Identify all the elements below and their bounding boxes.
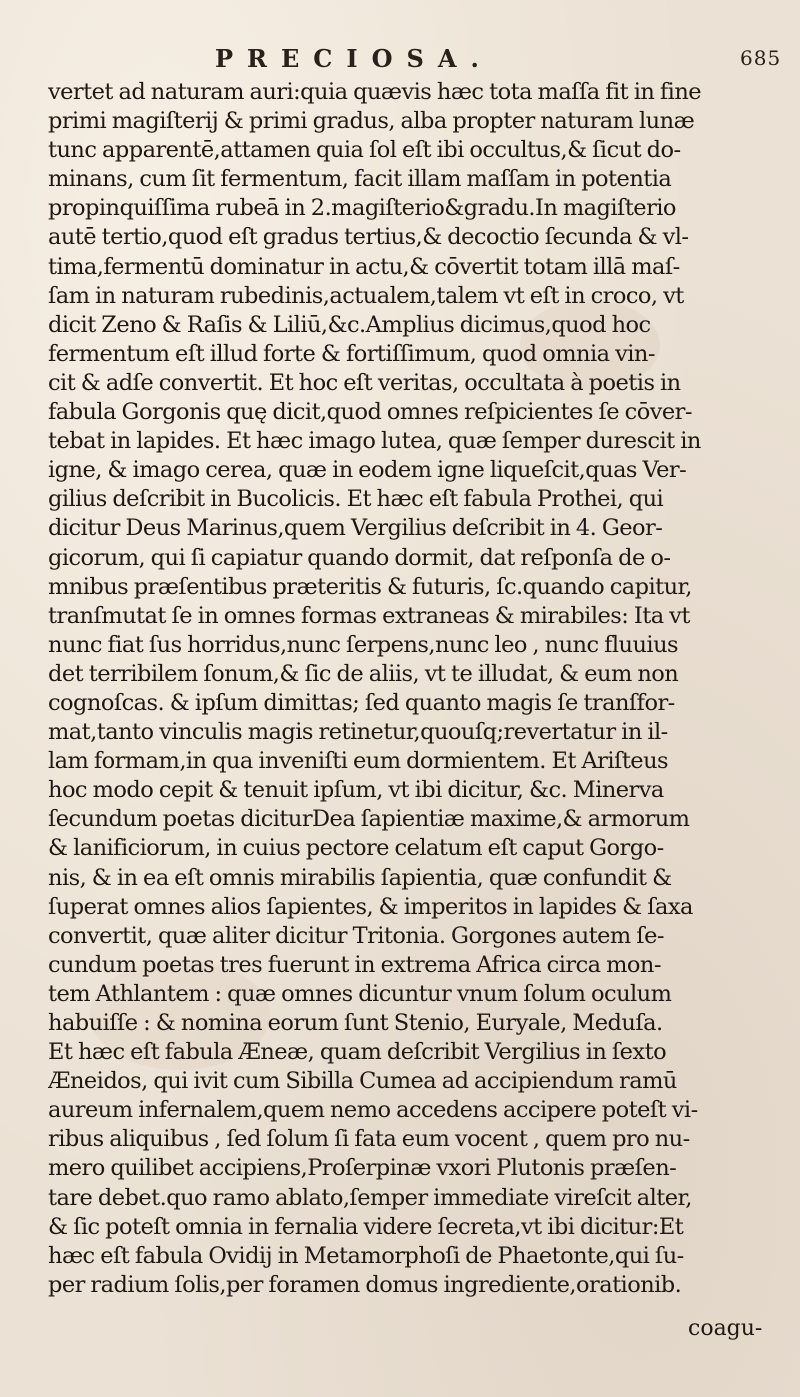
text-line: tebat in lapides. Et hæc imago lutea, quæ ſemper durescit in <box>48 428 701 455</box>
body-text <box>48 78 788 1300</box>
catchword: coagu- <box>688 1316 763 1341</box>
text-line: hoc modo cepit & tenuit ipſum, vt ibi dicitur, &c. Minerva <box>48 777 664 804</box>
text-line: aureum infernalem,quem nemo accedens accipere poteſt vi- <box>48 1097 698 1124</box>
text-line: nunc fiat ſus horridus,nunc ſerpens,nunc leo , nunc fluuius <box>48 631 679 658</box>
text-line: primi magiſterij & primi gradus, alba propter naturam lunæ <box>48 108 695 135</box>
text-line: & lanificiorum, in cuius pectore celatum eſt caput Gorgo- <box>48 835 664 862</box>
text-line: habuiſſe : & nomina eorum ſunt Stenio, Euryale, Meduſa. <box>48 1010 663 1036</box>
text-line: tima,fermentū dominatur in actu,& cōvertit totam illā maſ- <box>48 253 680 280</box>
text-line: & ſic poteſt omnia in fernalia videre ſecreta,vt ibi dicitur:Et <box>48 1213 684 1240</box>
text-line: vertet ad naturam auri:quia quævis hæc tota maſſa fit in fine <box>48 79 702 105</box>
text-line: fabula Gorgonis quę dicit,quod omnes reſpicientes ſe cōver- <box>48 399 692 426</box>
text-line: convertit, quæ aliter dicitur Tritonia. Gorgones autem ſe- <box>48 922 664 949</box>
text-line: gicorum, qui ſi capiatur quando dormit, dat reſponſa de o- <box>48 544 671 571</box>
text-line: lam formam,in qua inveniſti eum dormientem. Et Ariſteus <box>48 748 669 775</box>
text-line: Æneidos, qui ivit cum Sibilla Cumea ad accipiendum ramū <box>48 1068 677 1095</box>
page-number: 685 <box>740 46 782 70</box>
text-line: dicitur Deus Marinus,quem Vergilius deſcribit in 4. Geor- <box>48 515 663 542</box>
text-line: tunc apparentē,attamen quia ſol eſt ibi occultus,& ſicut do- <box>48 137 681 164</box>
text-line: mero quilibet accipiens,Proſerpinæ vxori Plutonis præſen- <box>48 1155 677 1182</box>
text-line: cit & adſe convertit. Et hoc eſt veritas, occultata à poetis in <box>48 369 681 396</box>
text-line: mnibus præſentibus præteritis & futuris, ſc.quando capitur, <box>48 573 692 600</box>
text-line: ſuperat omnes alios ſapientes, & imperitos in lapides & ſaxa <box>48 893 693 920</box>
text-line: ribus aliquibus , ſed ſolum ſi fata eum vocent , quem pro nu- <box>48 1126 690 1153</box>
text-line: Et hæc eſt fabula Æneæ, quam deſcribit Vergilius in ſexto <box>48 1039 667 1066</box>
text-line: tare debet.quo ramo ablato,ſemper immediate vireſcit alter, <box>48 1184 692 1211</box>
text-line: per radium ſolis,per foramen domus ingrediente,orationib. <box>48 1271 682 1298</box>
text-line: cundum poetas tres fuerunt in extrema Africa circa mon- <box>48 951 661 978</box>
text-line: cognoſcas. & ipſum dimittas; ſed quanto magis ſe tranſfor- <box>48 689 675 716</box>
text-line: ſecundum poetas diciturDea ſapientiæ maxime,& armorum <box>48 806 690 833</box>
text-line: tranſmutat ſe in omnes formas extraneas & mirabiles: Ita vt <box>48 602 690 629</box>
text-line: ſam in naturam rubedinis,actualem,talem vt eſt in croco, vt <box>48 282 684 309</box>
text-line: minans, cum ſit fermentum, facit illam maſſam in potentia <box>48 166 672 193</box>
text-line: autē tertio,quod eſt gradus tertius,& decoctio ſecunda & vl- <box>48 224 689 251</box>
text-line: propinquiſſima rubeā in 2.magiſterio&gradu.In magiſterio <box>48 195 676 222</box>
text-line: fermentum eſt illud forte & fortiſſimum, quod omnia vin- <box>48 340 655 367</box>
text-line: hæc eſt fabula Ovidij in Metamorphoſi de Phaetonte,qui ſu- <box>48 1242 684 1269</box>
text-line: igne, & imago cerea, quæ in eodem igne liqueſcit,quas Ver- <box>48 457 687 484</box>
text-line: det terribilem ſonum,& ſic de aliis, vt te illudat, & eum non <box>48 660 679 687</box>
running-head: PRECIOSA. <box>215 44 493 73</box>
text-line: dicit Zeno & Raſis & Liliū,&c.Amplius dicimus,quod hoc <box>48 311 651 338</box>
page-header <box>0 42 800 82</box>
text-line: tem Athlantem : quæ omnes dicuntur vnum ſolum oculum <box>48 980 672 1007</box>
text-line: nis, & in ea eſt omnis mirabilis ſapientia, quæ confundit & <box>48 864 672 891</box>
text-line: gilius deſcribit in Bucolicis. Et hæc eſt fabula Prothei, qui <box>48 486 664 513</box>
text-line: mat,tanto vinculis magis retinetur,quouſq;revertatur in il- <box>48 719 668 746</box>
